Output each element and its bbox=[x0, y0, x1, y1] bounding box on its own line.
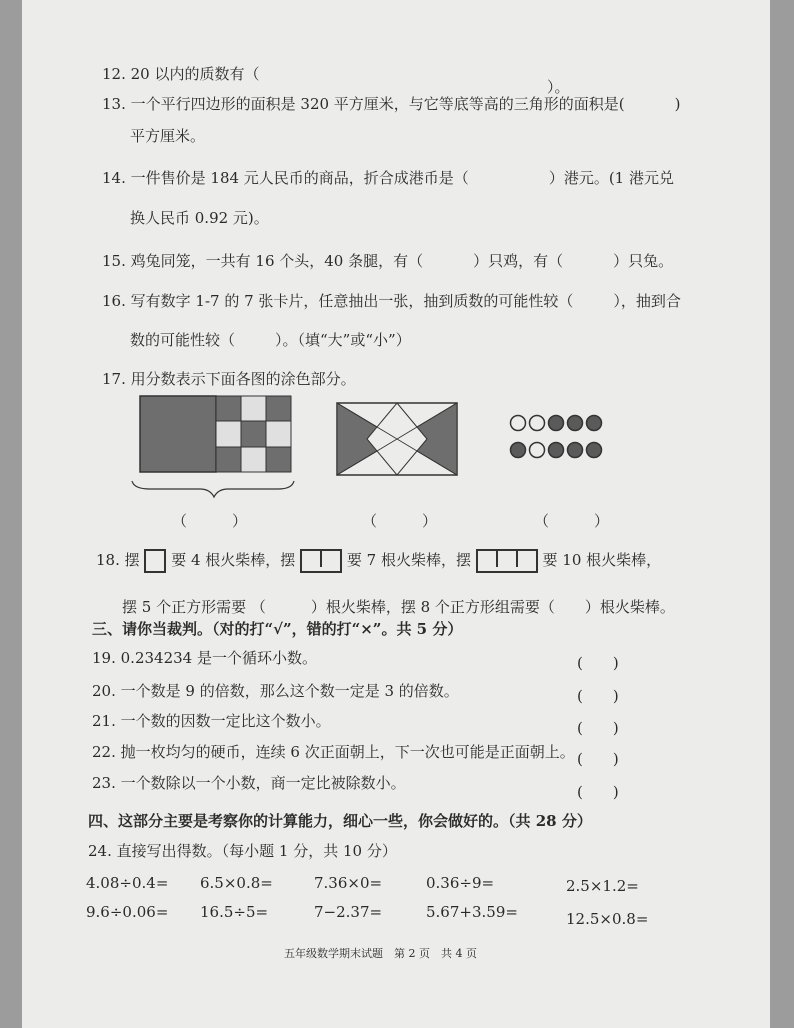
calc-1-4: 0.36÷9= bbox=[426, 874, 495, 892]
judge-22-paren: ( ) bbox=[577, 750, 619, 768]
question-13-continued: 平方厘米。 bbox=[130, 127, 206, 145]
section-4-title: 四、这部分主要是考察你的计算能力，细心一些，你会做好的。（共 28 分） bbox=[88, 812, 592, 830]
calc-2-2: 16.5÷5= bbox=[200, 903, 269, 921]
figure-3-answer: （ ） bbox=[534, 512, 610, 530]
judge-20-paren: ( ) bbox=[577, 687, 619, 705]
calc-2-5: 12.5×0.8= bbox=[566, 910, 649, 928]
figure-2-shaded-triangles bbox=[334, 400, 464, 480]
question-18-continued: 摆 5 个正方形需要 （ ）根火柴棒，摆 8 个正方形组需要（ ）根火柴棒。 bbox=[122, 598, 675, 616]
question-13: 13. 一个平行四边形的面积是 320 平方厘米，与它等底等高的三角形的面积是( ) bbox=[102, 95, 681, 113]
question-24: 24. 直接写出得数。（每小题 1 分，共 10 分） bbox=[88, 842, 397, 860]
question-14: 14. 一件售价是 184 元人民币的商品，折合成港币是（ ）港元。(1 港元兑 bbox=[102, 169, 674, 187]
calc-2-3: 7−2.37= bbox=[314, 903, 383, 921]
figure-1-shaded-rect-grid bbox=[130, 393, 298, 503]
question-15: 15. 鸡兔同笼，一共有 16 个头，40 条腿，有（ ）只鸡，有（ ）只兔。 bbox=[102, 252, 674, 270]
matchstick-one-square bbox=[144, 549, 166, 573]
judge-21-paren: ( ) bbox=[577, 719, 619, 737]
judge-23: 23. 一个数除以一个小数，商一定比被除数小。 bbox=[92, 774, 406, 792]
section-3-title: 三、请你当裁判。（对的打“√”，错的打“×”。共 5 分） bbox=[92, 620, 463, 638]
calc-1-5: 2.5×1.2= bbox=[566, 877, 639, 895]
figure-3-shaded-circles bbox=[508, 410, 608, 466]
question-12: 12. 20 以内的质数有（ bbox=[102, 65, 260, 83]
question-12-close: ）。 bbox=[547, 78, 570, 96]
calc-1-1: 4.08÷0.4= bbox=[86, 874, 169, 892]
judge-21: 21. 一个数的因数一定比这个数小。 bbox=[92, 712, 331, 730]
calc-2-4: 5.67+3.59= bbox=[426, 903, 518, 921]
judge-20: 20. 一个数是 9 的倍数，那么这个数一定是 3 的倍数。 bbox=[92, 682, 459, 700]
figure-2-answer: （ ） bbox=[362, 512, 438, 530]
judge-23-paren: ( ) bbox=[577, 783, 619, 801]
figure-1-answer: （ ） bbox=[172, 512, 248, 530]
judge-19-paren: ( ) bbox=[577, 654, 619, 672]
exam-page bbox=[22, 0, 770, 1028]
matchstick-three-squares bbox=[476, 549, 538, 573]
judge-19: 19. 0.234234 是一个循环小数。 bbox=[92, 649, 317, 667]
question-16: 16. 写有数字 1-7 的 7 张卡片，任意抽出一张，抽到质数的可能性较（ ），抽到合 bbox=[102, 292, 681, 310]
question-17: 17. 用分数表示下面各图的涂色部分。 bbox=[102, 370, 356, 388]
calc-1-3: 7.36×0= bbox=[314, 874, 383, 892]
matchstick-two-squares bbox=[300, 549, 342, 573]
page-footer: 五年级数学期末试题 第 2 页 共 4 页 bbox=[284, 947, 477, 960]
question-14-continued: 换人民币 0.92 元)。 bbox=[130, 209, 269, 227]
calc-2-1: 9.6÷0.06= bbox=[86, 903, 169, 921]
calc-1-2: 6.5×0.8= bbox=[200, 874, 273, 892]
question-16-continued: 数的可能性较（ ）。（填“大”或“小”） bbox=[130, 331, 411, 349]
question-18: 18. 摆 要 4 根火柴棒，摆 要 7 根火柴棒，摆 要 10 根火柴棒， bbox=[96, 549, 661, 573]
judge-22: 22. 抛一枚均匀的硬币，连续 6 次正面朝上，下一次也可能是正面朝上。 bbox=[92, 743, 575, 761]
